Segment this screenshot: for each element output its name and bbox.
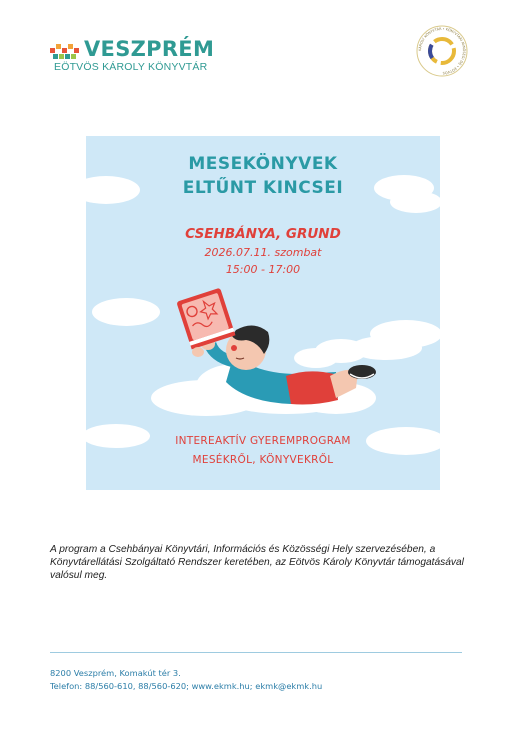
footer-divider [50, 652, 462, 653]
event-date: 2026.07.11. szombat [204, 246, 322, 259]
logo-title: VESZPRÉM [84, 37, 215, 61]
program-description: A program a Csehbányai Könyvtári, Információs és Közösségi Hely szervezésében, a Könyvtárellátási Szolgáltató Rendszer keretében, az Eötvös Károly Könyvtár támogatásával valósul meg. [50, 544, 464, 581]
poster-title-line2: ELTŰNT KINCSEI [182, 178, 344, 198]
seal-text: KÁROLY KÖNYVTÁR • KÖNYVTÁRI MINŐSÉGI DÍJ • EÖTVÖS [417, 26, 467, 76]
event-poster [86, 136, 440, 490]
event-place: CSEHBÁNYA, GRUND [185, 226, 341, 242]
program-line2: MESÉKRŐL, KÖNYVEKRŐL [192, 454, 334, 466]
library-logo [50, 37, 215, 73]
footer-address: 8200 Veszprém, Komakút tér 3. [50, 668, 181, 678]
event-time: 15:00 - 17:00 [225, 263, 301, 276]
quality-award-seal-icon [415, 24, 469, 78]
poster-title-line1: MESEKÖNYVEK [188, 154, 338, 174]
footer-contact: Telefon: 88/560-610, 88/560-620; www.ekmk.hu; ekmk@ekmk.hu [50, 681, 323, 691]
program-line1: INTEREAKTÍV GYEREMPROGRAM [175, 435, 351, 447]
logo-subtitle: EÖTVÖS KÁROLY KÖNYVTÁR [54, 61, 208, 73]
castle-logo-icon [50, 42, 80, 62]
